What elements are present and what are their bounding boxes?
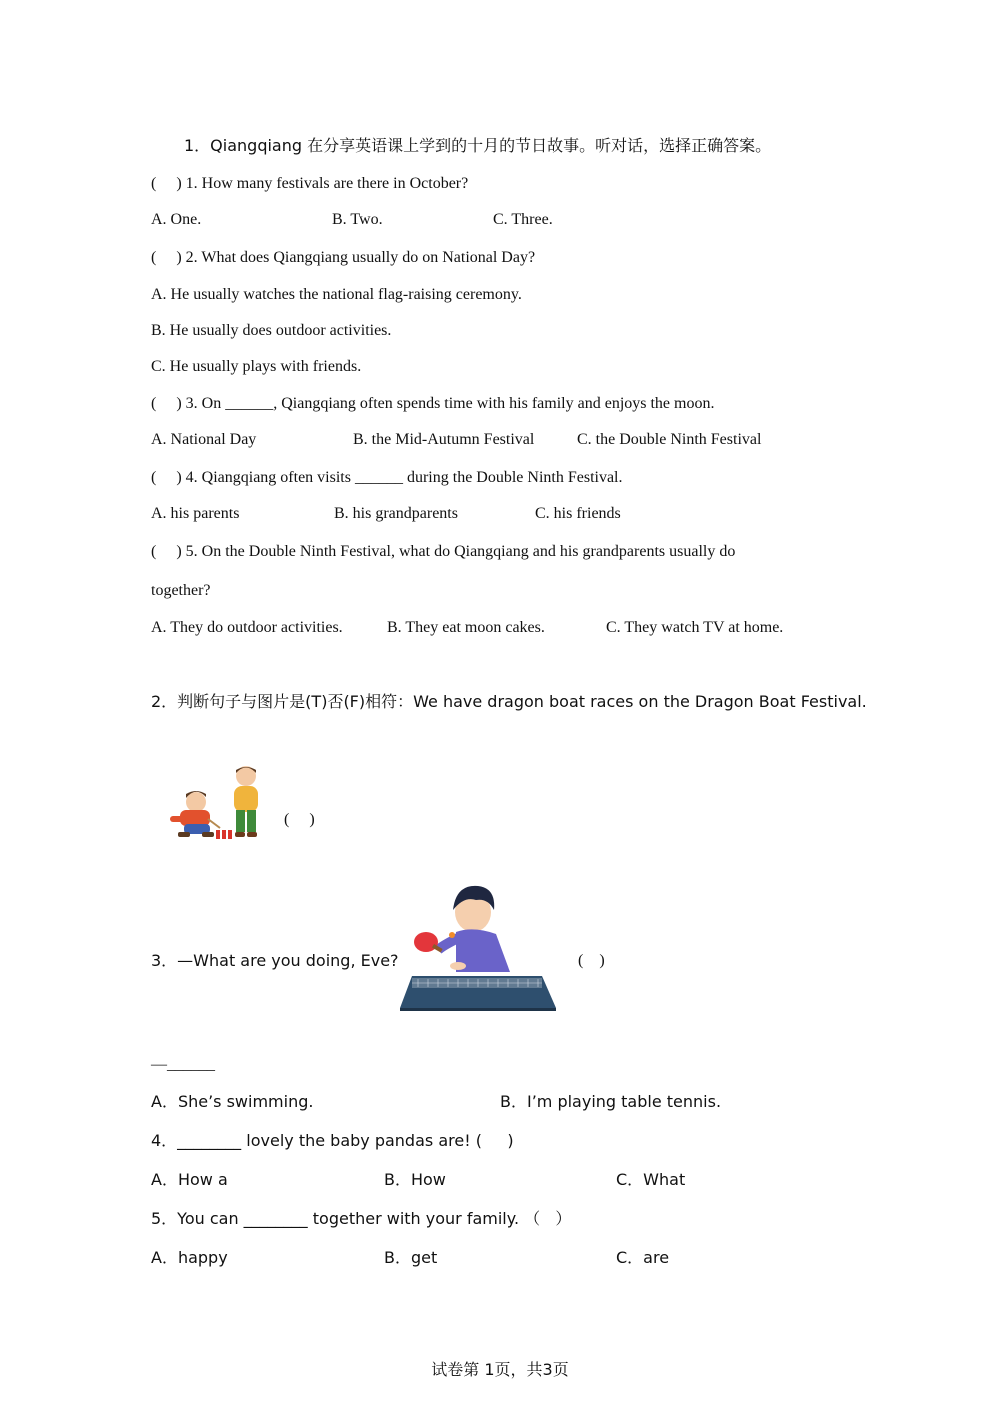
q1-item3-option-a[interactable]: A. National Day	[151, 431, 257, 448]
kids-playing-illustration	[166, 764, 266, 846]
q5-option-a[interactable]: A．happy	[151, 1248, 228, 1267]
q1-item5-option-a[interactable]: A. They do outdoor activities.	[151, 619, 343, 636]
q1-item2-option-a[interactable]: A. He usually watches the national flag-raising ceremony.	[151, 286, 522, 303]
q1-item4-option-c[interactable]: C. his friends	[535, 505, 621, 522]
q5-option-b[interactable]: B．get	[384, 1248, 438, 1267]
q4-option-a[interactable]: A．How a	[151, 1170, 228, 1189]
q4-title: 4．________ lovely the baby pandas are! ( )	[151, 1131, 514, 1150]
q3-option-a[interactable]: A．She’s swimming.	[151, 1092, 314, 1111]
q3-title: 3．—What are you doing, Eve?	[151, 951, 399, 970]
q1-title: 1．Qiangqiang 在分享英语课上学到的十月的节日故事。听对话，选择正确答案。	[184, 136, 772, 155]
q1-item2-option-c[interactable]: C. He usually plays with friends.	[151, 358, 362, 375]
q3-answer-bracket[interactable]: ( )	[578, 952, 605, 969]
q1-item1-stem: ( ) 1. How many festivals are there in October?	[151, 175, 469, 192]
page-footer: 试卷第 1页，共3页	[431, 1360, 569, 1379]
q1-item5-option-b[interactable]: B. They eat moon cakes.	[387, 619, 545, 636]
table-tennis-illustration	[398, 880, 560, 1010]
q1-item1-option-c[interactable]: C. Three.	[493, 211, 553, 228]
q1-item5-option-c[interactable]: C. They watch TV at home.	[606, 619, 784, 636]
q2-answer-bracket[interactable]: ( )	[284, 811, 315, 828]
q1-item3-option-b[interactable]: B. the Mid-Autumn Festival	[353, 431, 535, 448]
q1-item4-option-b[interactable]: B. his grandparents	[334, 505, 458, 522]
q2-title: 2．判断句子与图片是(T)否(F)相符：We have dragon boat races on the Dragon Boat Festival.	[151, 692, 867, 711]
q1-item3-option-c[interactable]: C. the Double Ninth Festival	[577, 431, 762, 448]
q1-item5-stem-line1: ( ) 5. On the Double Ninth Festival, what do Qiangqiang and his grandparents usually do	[151, 543, 736, 560]
q1-item4-option-a[interactable]: A. his parents	[151, 505, 240, 522]
q1-item2-stem: ( ) 2. What does Qiangqiang usually do on National Day?	[151, 249, 536, 266]
q4-option-b[interactable]: B．How	[384, 1170, 446, 1189]
q4-option-c[interactable]: C．What	[616, 1170, 686, 1189]
q1-item2-option-b[interactable]: B. He usually does outdoor activities.	[151, 322, 392, 339]
q1-item4-stem: ( ) 4. Qiangqiang often visits ______ during the Double Ninth Festival.	[151, 469, 623, 486]
q1-item1-option-a[interactable]: A. One.	[151, 211, 202, 228]
q3-option-b[interactable]: B．I’m playing table tennis.	[500, 1092, 722, 1111]
q1-item3-stem: ( ) 3. On ______, Qiangqiang often spends time with his family and enjoys the moon.	[151, 395, 715, 412]
q3-answer-blank[interactable]: —______	[151, 1056, 215, 1073]
q5-option-c[interactable]: C．are	[616, 1248, 670, 1267]
q1-item1-option-b[interactable]: B. Two.	[332, 211, 383, 228]
q1-item5-stem-line2: together?	[151, 582, 211, 599]
q5-title: 5．You can ________ together with your family. （ ）	[151, 1209, 572, 1228]
